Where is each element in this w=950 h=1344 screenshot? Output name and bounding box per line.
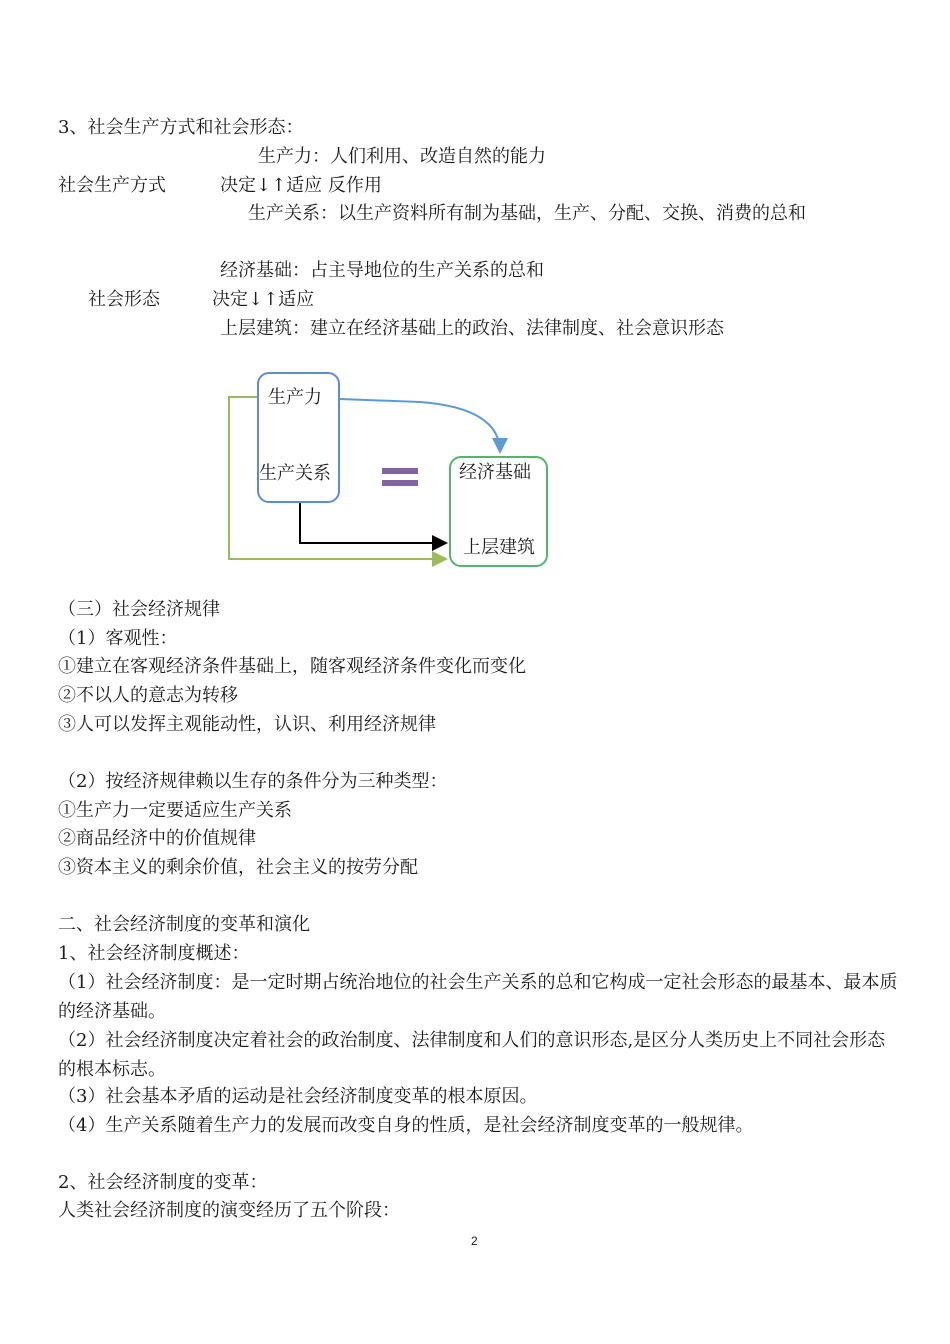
overview-subheading: 1、社会经济制度概述： [58,943,250,964]
objectivity-item-3: ③人可以发挥主观能动性，认识、利用经济规律 [58,714,436,735]
overview-paragraph-1: （1）社会经济制度：是一定时期占统治地位的社会生产关系的总和它构成一定社会形态的最基本、最本质的经济基础。 [58,972,898,1022]
production-relation-definition: 生产关系：以生产资料所有制为基础，生产、分配、交换、消费的总和 [248,203,806,224]
social-formation-label: 社会形态 [88,289,160,310]
law-type-3: ③资本主义的剩余价值，社会主义的按劳分配 [58,857,418,878]
productive-force-definition: 生产力：人们利用、改造自然的能力 [258,146,546,167]
blue-curve-arrow [340,399,500,452]
box-superstructure: 上层建筑 [463,537,535,558]
objectivity-item-1: ①建立在客观经济条件基础上，随客观经济条件变化而变化 [58,656,526,677]
section3-heading: 3、社会生产方式和社会形态： [58,117,304,138]
box-economic-base: 经济基础 [459,462,531,483]
law-types-heading: （2）按经济规律赖以生存的条件分为三种类型： [58,771,448,792]
box-productive-force: 生产力 [268,387,322,408]
objectivity-item-2: ②不以人的意志为转移 [58,685,238,706]
economic-laws-heading: （三）社会经济规律 [58,599,220,620]
overview-paragraph-3: （3）社会基本矛盾的运动是社会经济制度变革的根本原因。 [58,1086,538,1107]
overview-paragraph-2: （2）社会经济制度决定着社会的政治制度、法律制度和人们的意识形态,是区分人类历史上不同社会形态的根本标志。 [58,1030,886,1080]
objectivity-heading: （1）客观性： [58,628,178,649]
economic-base-definition: 经济基础：占主导地位的生产关系的总和 [220,260,544,281]
law-type-2: ②商品经济中的价值规律 [58,828,256,849]
page-number: 2 [471,1234,478,1248]
section-two-heading: 二、社会经济制度的变革和演化 [58,914,310,935]
decide-adapt-react-label: 决定↓↑适应 反作用 [220,175,382,196]
mode-of-production-label: 社会生产方式 [58,175,166,196]
superstructure-definition: 上层建筑：建立在经济基础上的政治、法律制度、社会意识形态 [220,318,724,339]
box-production-relation: 生产关系 [259,463,331,484]
overview-paragraph-4: （4）生产关系随着生产力的发展而改变自身的性质，是社会经济制度变革的一般规律。 [58,1115,754,1136]
equals-sign [382,468,418,486]
decide-adapt-label: 决定↓↑适应 [212,289,315,310]
black-connector-line [300,503,446,543]
law-type-1: ①生产力一定要适应生产关系 [58,800,292,821]
change-subheading: 2、社会经济制度的变革： [58,1172,268,1193]
five-stages-sentence: 人类社会经济制度的演变经历了五个阶段： [58,1200,400,1221]
